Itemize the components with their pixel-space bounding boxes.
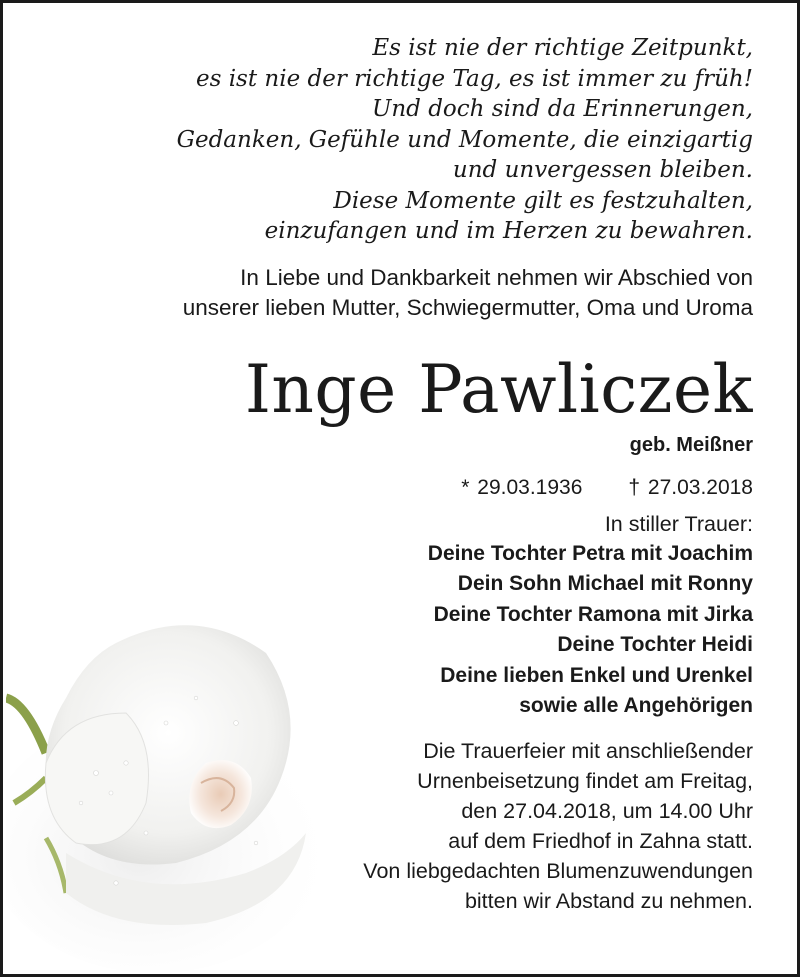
notice-line: den 27.04.2018, um 14.00 Uhr — [461, 798, 753, 823]
poem-line: und unvergessen bleiben. — [452, 157, 753, 183]
poem-line: es ist nie der richtige Tag, es ist immer zu früh! — [195, 65, 753, 92]
poem-line: einzufangen und im Herzen zu bewahren. — [264, 218, 753, 244]
obituary-content — [113, 33, 753, 916]
mourner-entry: sowie alle Angehörigen — [519, 694, 753, 717]
notice-line: bitten wir Abstand zu nehmen. — [464, 888, 753, 913]
notice-line: Die Trauerfeier mit anschließender — [423, 738, 753, 763]
intro-line: unserer lieben Mutter, Schwiegermutter, Oma und Uroma — [182, 294, 753, 320]
birth-name: geb. Meißner — [629, 433, 753, 456]
poem-line: Und doch sind da Erinnerungen, — [371, 96, 753, 122]
mourner-entry: Deine lieben Enkel und Urenkel — [440, 663, 753, 687]
mourner-entry: Dein Sohn Michael mit Ronny — [457, 572, 753, 595]
life-dates — [113, 473, 753, 503]
birth-date: * 29.03.1936 — [461, 475, 583, 499]
deceased-name: Inge Pawliczek — [244, 350, 753, 428]
mourner-entry: Deine Tochter Heidi — [557, 633, 753, 656]
poem — [113, 33, 753, 247]
mourning-heading: In stiller Trauer: — [604, 511, 753, 536]
notice-line: auf dem Friedhof in Zahna statt. — [448, 828, 753, 853]
poem-line: Es ist nie der richtige Zeitpunkt, — [372, 35, 753, 61]
notice-line: Urnenbeisetzung findet am Freitag, — [417, 768, 753, 793]
notice-line: Von liebgedachten Blumenzuwendungen — [363, 858, 753, 883]
poem-line: Gedanken, Gefühle und Momente, die einzigartig — [176, 126, 753, 153]
funeral-notice — [113, 736, 753, 916]
intro-line: In Liebe und Dankbarkeit nehmen wir Abschied von — [240, 264, 753, 290]
mourners-list — [113, 539, 753, 722]
poem-line: Diese Momente gilt es festzuhalten, — [333, 187, 753, 214]
mourner-entry: Deine Tochter Petra mit Joachim — [427, 541, 753, 565]
mourner-entry: Deine Tochter Ramona mit Jirka — [433, 602, 753, 626]
farewell-intro — [113, 263, 753, 323]
death-date: † 27.03.2018 — [628, 475, 753, 499]
